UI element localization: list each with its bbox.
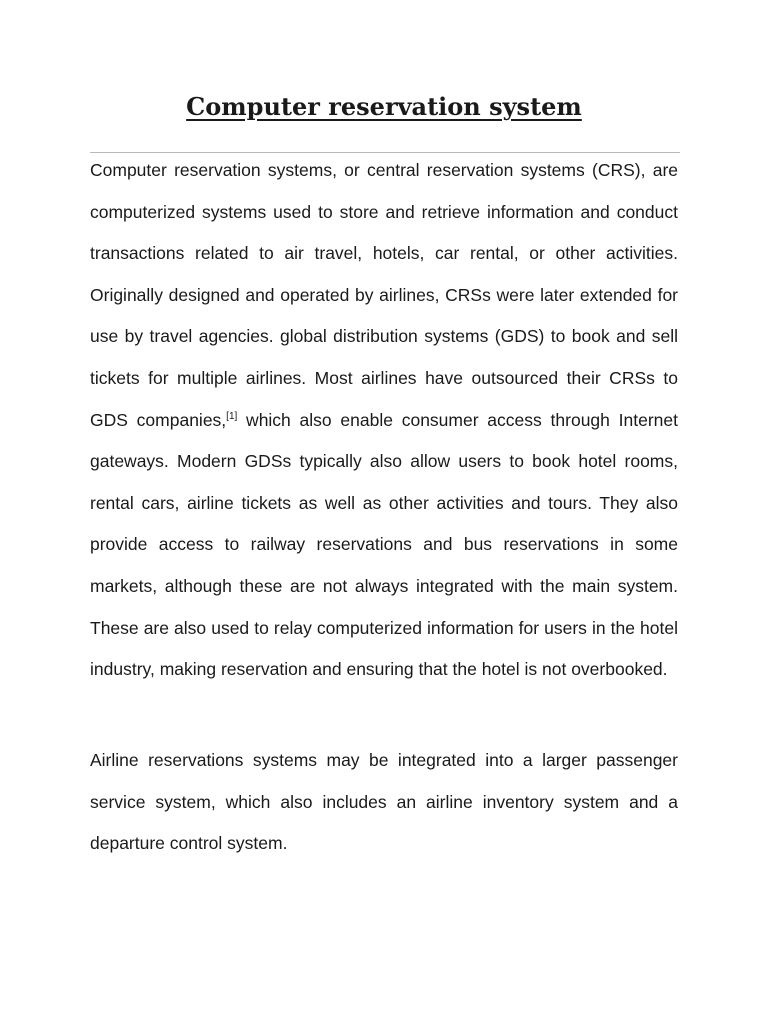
paragraph-1-text-b: which also enable consumer access through Internet gateways. Modern GDSs typically also allow users to book hotel rooms, rental cars, airline tickets as well as other activities and tours. They also provide access to railway reservations and bus reservations in some markets, although these are not always integrated with the main system. These are also used to relay computerized information for users in the hotel industry, making reservation and ensuring that the hotel is not overbooked. bbox=[90, 409, 678, 680]
paragraph-2: Airline reservations systems may be integrated into a larger passenger service system, which also includes an airline inventory system and a departure control system. bbox=[90, 750, 678, 854]
paragraph-1-text-a: Computer reservation systems, or central reservation systems (CRS), are computerized systems used to store and retrieve information and conduct transactions related to air travel, hotels, car rental, or other activities. Originally designed and operated by airlines, CRSs were later extended for use by travel agencies. global distribution systems (GDS) to book and sell tickets for multiple airlines. Most airlines have outsourced their CRSs to GDS companies, bbox=[90, 160, 678, 430]
paragraph-1 bbox=[90, 150, 678, 691]
citation-link[interactable]: [1] bbox=[226, 410, 238, 422]
page-title bbox=[0, 90, 768, 124]
page-title-text: Computer reservation system bbox=[186, 92, 582, 121]
